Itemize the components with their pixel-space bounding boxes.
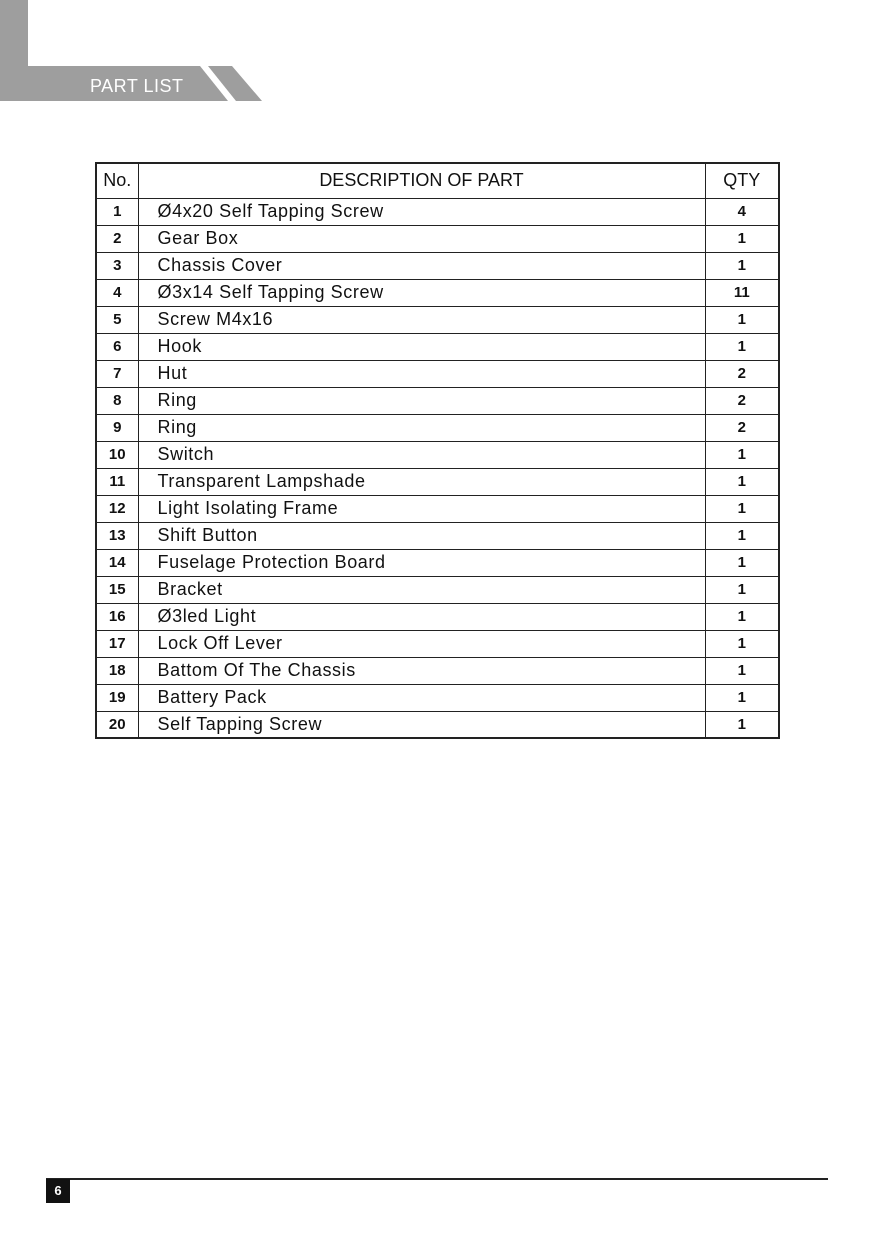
part-description: Battom Of The Chassis	[138, 657, 705, 684]
part-quantity: 1	[705, 468, 779, 495]
part-description: Bracket	[138, 576, 705, 603]
part-description: Hook	[138, 333, 705, 360]
part-number: 4	[96, 279, 138, 306]
table-row	[96, 333, 779, 360]
table-row	[96, 603, 779, 630]
part-number: 13	[96, 522, 138, 549]
part-description: Ø3x14 Self Tapping Screw	[138, 279, 705, 306]
table-row	[96, 630, 779, 657]
section-title: PART LIST	[90, 76, 184, 96]
part-number: 2	[96, 225, 138, 252]
parts-table	[95, 162, 780, 739]
table-row	[96, 252, 779, 279]
table-header-row	[96, 163, 779, 198]
part-quantity: 1	[705, 576, 779, 603]
part-description: Fuselage Protection Board	[138, 549, 705, 576]
part-quantity: 1	[705, 522, 779, 549]
part-number: 20	[96, 711, 138, 738]
part-description: Shift Button	[138, 522, 705, 549]
parts-table-body	[96, 198, 779, 738]
table-row	[96, 549, 779, 576]
table-row	[96, 495, 779, 522]
part-number: 18	[96, 657, 138, 684]
part-number: 17	[96, 630, 138, 657]
part-number: 10	[96, 441, 138, 468]
part-description: Switch	[138, 441, 705, 468]
part-number: 14	[96, 549, 138, 576]
part-quantity: 1	[705, 333, 779, 360]
part-description: Battery Pack	[138, 684, 705, 711]
table-row	[96, 522, 779, 549]
part-description: Transparent Lampshade	[138, 468, 705, 495]
part-quantity: 1	[705, 495, 779, 522]
part-description: Light Isolating Frame	[138, 495, 705, 522]
part-number: 9	[96, 414, 138, 441]
part-number: 3	[96, 252, 138, 279]
part-description: Lock Off Lever	[138, 630, 705, 657]
part-number: 19	[96, 684, 138, 711]
part-quantity: 1	[705, 711, 779, 738]
column-header-no: No.	[96, 163, 138, 198]
part-quantity: 1	[705, 657, 779, 684]
part-number: 1	[96, 198, 138, 225]
table-row	[96, 414, 779, 441]
part-description: Ring	[138, 414, 705, 441]
table-row	[96, 360, 779, 387]
column-header-qty: QTY	[705, 163, 779, 198]
table-row	[96, 684, 779, 711]
part-quantity: 1	[705, 684, 779, 711]
table-row	[96, 306, 779, 333]
part-quantity: 4	[705, 198, 779, 225]
part-quantity: 2	[705, 414, 779, 441]
table-row	[96, 198, 779, 225]
part-number: 12	[96, 495, 138, 522]
part-description: Ring	[138, 387, 705, 414]
footer-rule	[46, 1178, 828, 1180]
table-row	[96, 657, 779, 684]
column-header-description: DESCRIPTION OF PART	[138, 163, 705, 198]
part-number: 16	[96, 603, 138, 630]
part-quantity: 2	[705, 387, 779, 414]
table-row	[96, 576, 779, 603]
page-number: 6	[46, 1179, 70, 1203]
part-quantity: 1	[705, 549, 779, 576]
part-quantity: 1	[705, 252, 779, 279]
part-quantity: 1	[705, 441, 779, 468]
part-quantity: 1	[705, 225, 779, 252]
part-description: Gear Box	[138, 225, 705, 252]
part-quantity: 1	[705, 603, 779, 630]
part-description: Ø4x20 Self Tapping Screw	[138, 198, 705, 225]
table-row	[96, 711, 779, 738]
part-number: 7	[96, 360, 138, 387]
table-row	[96, 279, 779, 306]
table-row	[96, 225, 779, 252]
table-row	[96, 441, 779, 468]
part-number: 5	[96, 306, 138, 333]
part-number: 6	[96, 333, 138, 360]
table-row	[96, 387, 779, 414]
part-quantity: 2	[705, 360, 779, 387]
part-description: Chassis Cover	[138, 252, 705, 279]
part-description: Screw M4x16	[138, 306, 705, 333]
part-quantity: 1	[705, 306, 779, 333]
part-number: 15	[96, 576, 138, 603]
part-number: 11	[96, 468, 138, 495]
part-quantity: 1	[705, 630, 779, 657]
part-quantity: 11	[705, 279, 779, 306]
part-description: Self Tapping Screw	[138, 711, 705, 738]
part-description: Hut	[138, 360, 705, 387]
part-description: Ø3led Light	[138, 603, 705, 630]
part-number: 8	[96, 387, 138, 414]
table-row	[96, 468, 779, 495]
